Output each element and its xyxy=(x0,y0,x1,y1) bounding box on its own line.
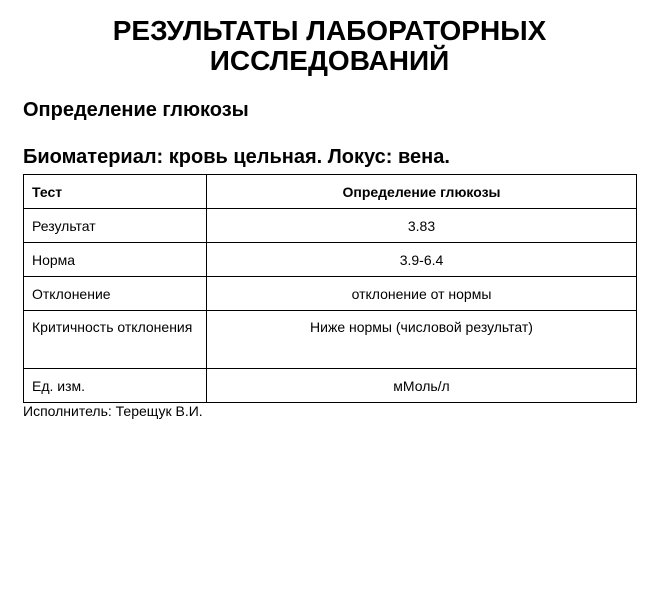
row-label: Критичность отклонения xyxy=(24,311,207,369)
row-label: Результат xyxy=(24,209,207,243)
table-row-units xyxy=(24,369,637,403)
page-title: РЕЗУЛЬТАТЫ ЛАБОРАТОРНЫХ ИССЛЕДОВАНИЙ xyxy=(112,15,547,76)
row-value: мМоль/л xyxy=(207,369,637,403)
table-row-norm xyxy=(24,243,637,277)
section-title: Определение глюкозы xyxy=(23,99,249,121)
row-label: Ед. изм. xyxy=(24,369,207,403)
table-row-deviation xyxy=(24,277,637,311)
row-label: Норма xyxy=(24,243,207,277)
row-value: 3.9-6.4 xyxy=(207,243,637,277)
table-header-row xyxy=(24,175,637,209)
row-label: Отклонение xyxy=(24,277,207,311)
biomaterial-line: Биоматериал: кровь цельная. Локус: вена. xyxy=(23,146,450,168)
results-table xyxy=(23,174,637,403)
executor-line: Исполнитель: Терещук В.И. xyxy=(23,403,203,419)
row-value: отклонение от нормы xyxy=(207,277,637,311)
row-value: 3.83 xyxy=(207,209,637,243)
row-value: Ниже нормы (числовой результат) xyxy=(207,311,637,369)
header-value-cell: Определение глюкозы xyxy=(207,175,637,209)
table-row-criticality xyxy=(24,311,637,369)
table-row-result xyxy=(24,209,637,243)
header-label-cell: Тест xyxy=(24,175,207,209)
